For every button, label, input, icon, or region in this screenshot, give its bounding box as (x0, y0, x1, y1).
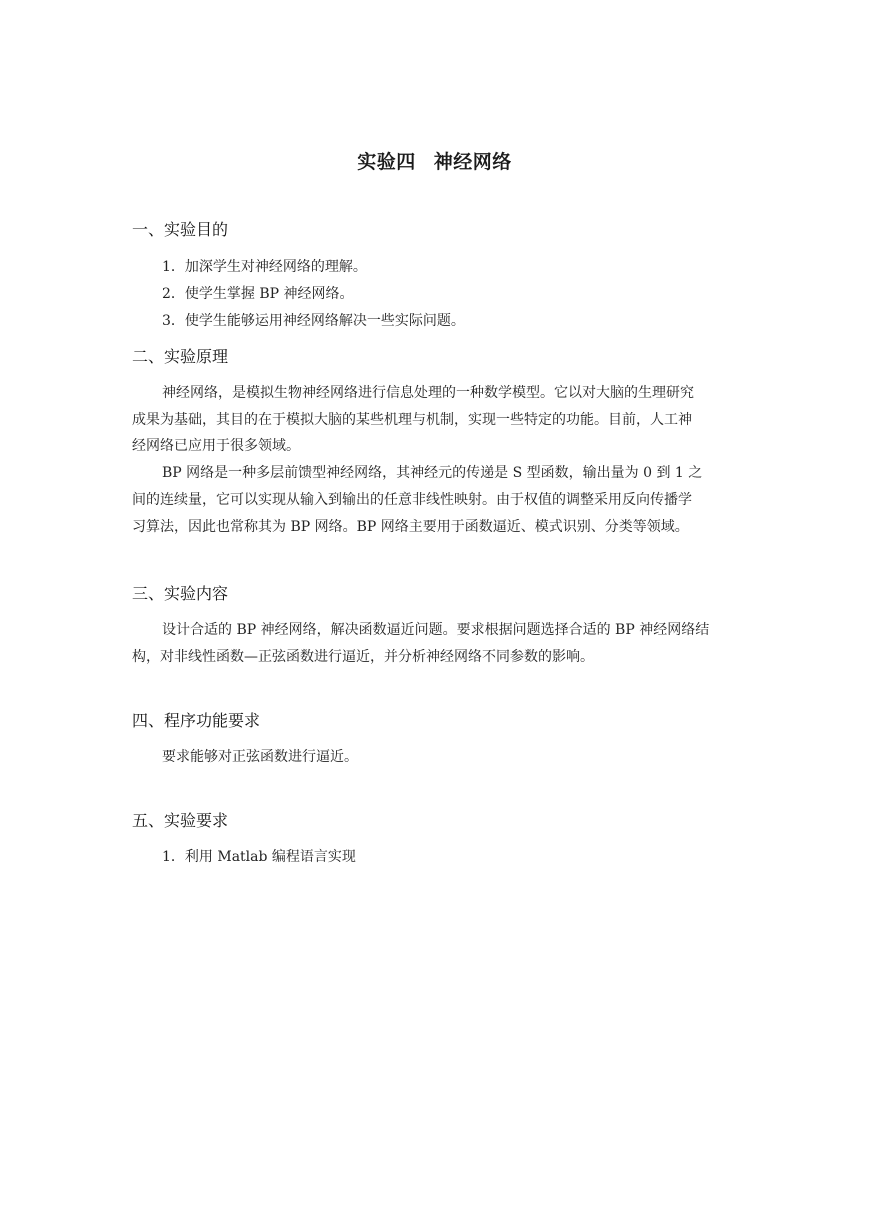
section-heading-objective: 一、实验目的 (132, 220, 229, 239)
principle-line: 经网络已应用于很多领域。 (132, 438, 300, 454)
title-part-1: 实验四 (357, 151, 416, 173)
objective-item: 2．使学生掌握 BP 神经网络。 (162, 286, 354, 302)
requirements-item: 1．利用 Matlab 编程语言实现 (162, 849, 356, 865)
title-part-2: 神经网络 (433, 151, 512, 173)
principle-line: 习算法，因此也常称其为 BP 网络。BP 网络主要用于函数逼近、模式识别、分类等领域。 (132, 519, 689, 535)
document-title (0, 148, 869, 176)
section-heading-requirements: 五、实验要求 (132, 811, 229, 830)
content-line: 构，对非线性函数—正弦函数进行逼近，并分析神经网络不同参数的影响。 (132, 649, 594, 665)
program-line: 要求能够对正弦函数进行逼近。 (162, 749, 358, 765)
content-line: 设计合适的 BP 神经网络，解决函数逼近问题。要求根据问题选择合适的 BP 神经网络结 (162, 622, 710, 638)
principle-line: BP 网络是一种多层前馈型神经网络，其神经元的传递是 S 型函数，输出量为 0 到 1 之 (162, 465, 703, 481)
objective-item: 1．加深学生对神经网络的理解。 (162, 259, 367, 275)
section-heading-program: 四、程序功能要求 (132, 711, 261, 730)
principle-line: 成果为基础，其目的在于模拟大脑的某些机理与机制，实现一些特定的功能。目前，人工神 (132, 412, 692, 428)
principle-line: 间的连续量，它可以实现从输入到输出的任意非线性映射。由于权值的调整采用反向传播学 (132, 492, 692, 508)
section-heading-principle: 二、实验原理 (132, 347, 229, 366)
section-heading-content: 三、实验内容 (132, 584, 229, 603)
principle-line: 神经网络，是模拟生物神经网络进行信息处理的一种数学模型。它以对大脑的生理研究 (162, 385, 694, 401)
objective-item: 3．使学生能够运用神经网络解决一些实际问题。 (162, 313, 465, 329)
